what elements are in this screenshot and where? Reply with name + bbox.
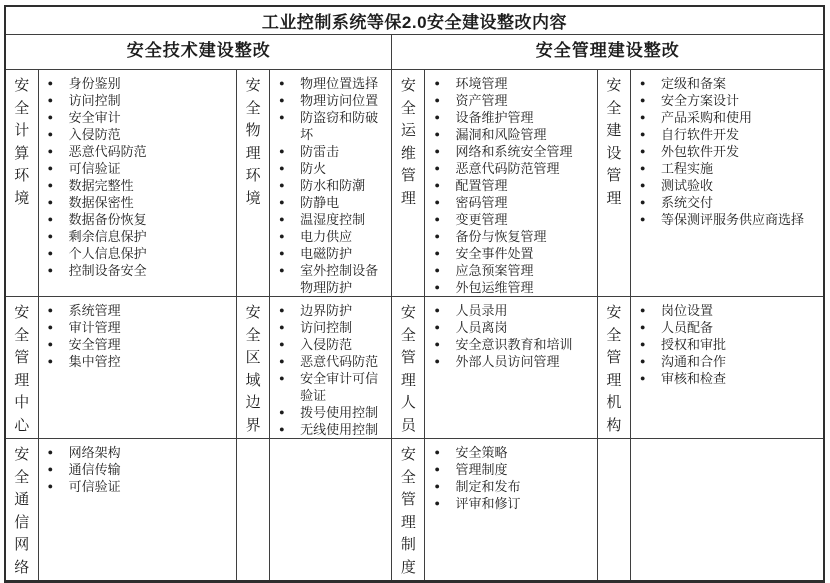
list-item: ● 拨号使用控制	[270, 404, 388, 421]
list-item: ● 入侵防范	[270, 336, 388, 353]
list-item: ● 防静电	[270, 194, 388, 211]
list-item: ● 入侵防范	[39, 126, 233, 143]
list-item: ● 可信验证	[39, 160, 233, 177]
list-item: ● 边界防护	[270, 302, 388, 319]
list-item: ● 恶意代码防范	[270, 353, 388, 370]
items-physical-environment	[270, 70, 392, 297]
list-item: ● 通信传输	[39, 461, 233, 478]
list-item: ● 安全意识教育和培训	[425, 336, 593, 353]
body-row-1	[5, 70, 824, 297]
list-item: ● 防水和防潮	[270, 177, 388, 194]
items-management-rules	[425, 439, 597, 582]
list-item: ● 身份鉴别	[39, 75, 233, 92]
list-item: ● 个人信息保护	[39, 245, 233, 262]
label-communication-network	[5, 439, 38, 582]
list-item: ● 控制设备安全	[39, 262, 233, 279]
group-header-technical: 安全技术建设整改	[5, 35, 392, 70]
label-empty-1	[237, 439, 270, 582]
list-item: ● 恶意代码防范管理	[425, 160, 593, 177]
list-item: ● 数据完整性	[39, 177, 233, 194]
category-label-text: 安全管理中心	[14, 304, 30, 434]
list-item: ● 等保测评服务供应商选择	[631, 211, 820, 228]
bullet-list	[425, 297, 596, 370]
list-item: ● 访问控制	[270, 319, 388, 336]
bullet-list	[39, 297, 236, 370]
table-title: 工业控制系统等保2.0安全建设整改内容	[5, 6, 824, 35]
body-row-3	[5, 439, 824, 582]
list-item: ● 剩余信息保护	[39, 228, 233, 245]
list-item: ● 人员配备	[631, 319, 820, 336]
list-item: ● 密码管理	[425, 194, 593, 211]
label-empty-2	[597, 439, 630, 582]
category-label-text: 安全建设管理	[606, 77, 622, 207]
category-label-text: 安全通信网络	[14, 446, 30, 576]
bullet-list	[631, 70, 823, 228]
list-item: ● 评审和修订	[425, 495, 593, 512]
list-item: ● 数据备份恢复	[39, 211, 233, 228]
list-item: ● 防火	[270, 160, 388, 177]
list-item: ● 定级和备案	[631, 75, 820, 92]
category-label-text: 安全管理人员	[400, 304, 416, 434]
list-item: ● 可信验证	[39, 478, 233, 495]
list-item: ● 系统交付	[631, 194, 820, 211]
list-item: ● 人员录用	[425, 302, 593, 319]
list-item: ● 网络和系统安全管理	[425, 143, 593, 160]
list-item: ● 外包软件开发	[631, 143, 820, 160]
category-label-text: 安全计算环境	[14, 77, 30, 207]
list-item: ● 访问控制	[39, 92, 233, 109]
label-management-center	[5, 297, 38, 439]
list-item: ● 管理制度	[425, 461, 593, 478]
bullet-list	[425, 70, 596, 296]
list-item: ● 物理位置选择	[270, 75, 388, 92]
category-label-text: 安全物理环境	[245, 77, 261, 207]
bullet-list	[39, 439, 236, 495]
label-construction-management	[597, 70, 630, 297]
list-item: ● 数据保密性	[39, 194, 233, 211]
list-item: ● 网络架构	[39, 444, 233, 461]
list-item: ● 安全方案设计	[631, 92, 820, 109]
bullet-list	[425, 439, 596, 512]
bullet-list	[631, 439, 823, 444]
list-item: ● 安全审计可信验证	[270, 370, 388, 404]
list-item: ● 外包运维管理	[425, 279, 593, 296]
list-item: ● 授权和审批	[631, 336, 820, 353]
list-item: ● 集中管控	[39, 353, 233, 370]
list-item: ● 应急预案管理	[425, 262, 593, 279]
list-item: ● 外部人员访问管理	[425, 353, 593, 370]
group-header-management: 安全管理建设整改	[392, 35, 824, 70]
items-communication-network	[38, 439, 236, 582]
list-item: ● 温湿度控制	[270, 211, 388, 228]
label-management-rules	[392, 439, 425, 582]
list-item: ● 审核和检查	[631, 370, 820, 387]
label-physical-environment	[237, 70, 270, 297]
body-row-2	[5, 297, 824, 439]
list-item: ● 防盗窃和防破坏	[270, 109, 388, 143]
list-item: ● 安全管理	[39, 336, 233, 353]
category-label-text: 安全运维管理	[400, 77, 416, 207]
list-item: ● 备份与恢复管理	[425, 228, 593, 245]
list-item: ● 电磁防护	[270, 245, 388, 262]
category-label-text: 安全区域边界	[245, 304, 261, 434]
category-label-text: 安全管理机构	[606, 304, 622, 434]
list-item: ● 物理访问位置	[270, 92, 388, 109]
list-item: ● 室外控制设备物理防护	[270, 262, 388, 296]
label-computing-environment	[5, 70, 38, 297]
items-empty-1	[270, 439, 392, 582]
label-operations-management	[392, 70, 425, 297]
list-item: ● 设备维护管理	[425, 109, 593, 126]
list-item: ● 配置管理	[425, 177, 593, 194]
list-item: ● 防雷击	[270, 143, 388, 160]
list-item: ● 资产管理	[425, 92, 593, 109]
list-item: ● 安全审计	[39, 109, 233, 126]
list-item: ● 变更管理	[425, 211, 593, 228]
bullet-list	[270, 70, 391, 296]
items-computing-environment	[38, 70, 236, 297]
bullet-list	[631, 297, 823, 387]
label-management-personnel	[392, 297, 425, 439]
title-row	[5, 6, 824, 35]
items-empty-2	[630, 439, 824, 582]
list-item: ● 制定和发布	[425, 478, 593, 495]
security-rectification-table	[4, 5, 825, 583]
items-management-organization	[630, 297, 824, 439]
items-area-boundary	[270, 297, 392, 439]
list-item: ● 系统管理	[39, 302, 233, 319]
list-item: ● 无线使用控制	[270, 421, 388, 438]
items-management-center	[38, 297, 236, 439]
label-management-organization	[597, 297, 630, 439]
items-operations-management	[425, 70, 597, 297]
list-item: ● 环境管理	[425, 75, 593, 92]
category-label-text: 安全管理制度	[400, 446, 416, 576]
list-item: ● 沟通和合作	[631, 353, 820, 370]
list-item: ● 自行软件开发	[631, 126, 820, 143]
bullet-list	[270, 297, 391, 438]
list-item: ● 审计管理	[39, 319, 233, 336]
bullet-list	[270, 439, 391, 444]
label-area-boundary	[237, 297, 270, 439]
list-item: ● 恶意代码防范	[39, 143, 233, 160]
list-item: ● 安全事件处置	[425, 245, 593, 262]
items-construction-management	[630, 70, 824, 297]
list-item: ● 电力供应	[270, 228, 388, 245]
list-item: ● 岗位设置	[631, 302, 820, 319]
list-item: ● 测试验收	[631, 177, 820, 194]
list-item: ● 工程实施	[631, 160, 820, 177]
items-management-personnel	[425, 297, 597, 439]
list-item: ● 产品采购和使用	[631, 109, 820, 126]
bullet-list	[39, 70, 236, 279]
group-header-row	[5, 35, 824, 70]
list-item: ● 安全策略	[425, 444, 593, 461]
list-item: ● 漏洞和风险管理	[425, 126, 593, 143]
list-item: ● 人员离岗	[425, 319, 593, 336]
